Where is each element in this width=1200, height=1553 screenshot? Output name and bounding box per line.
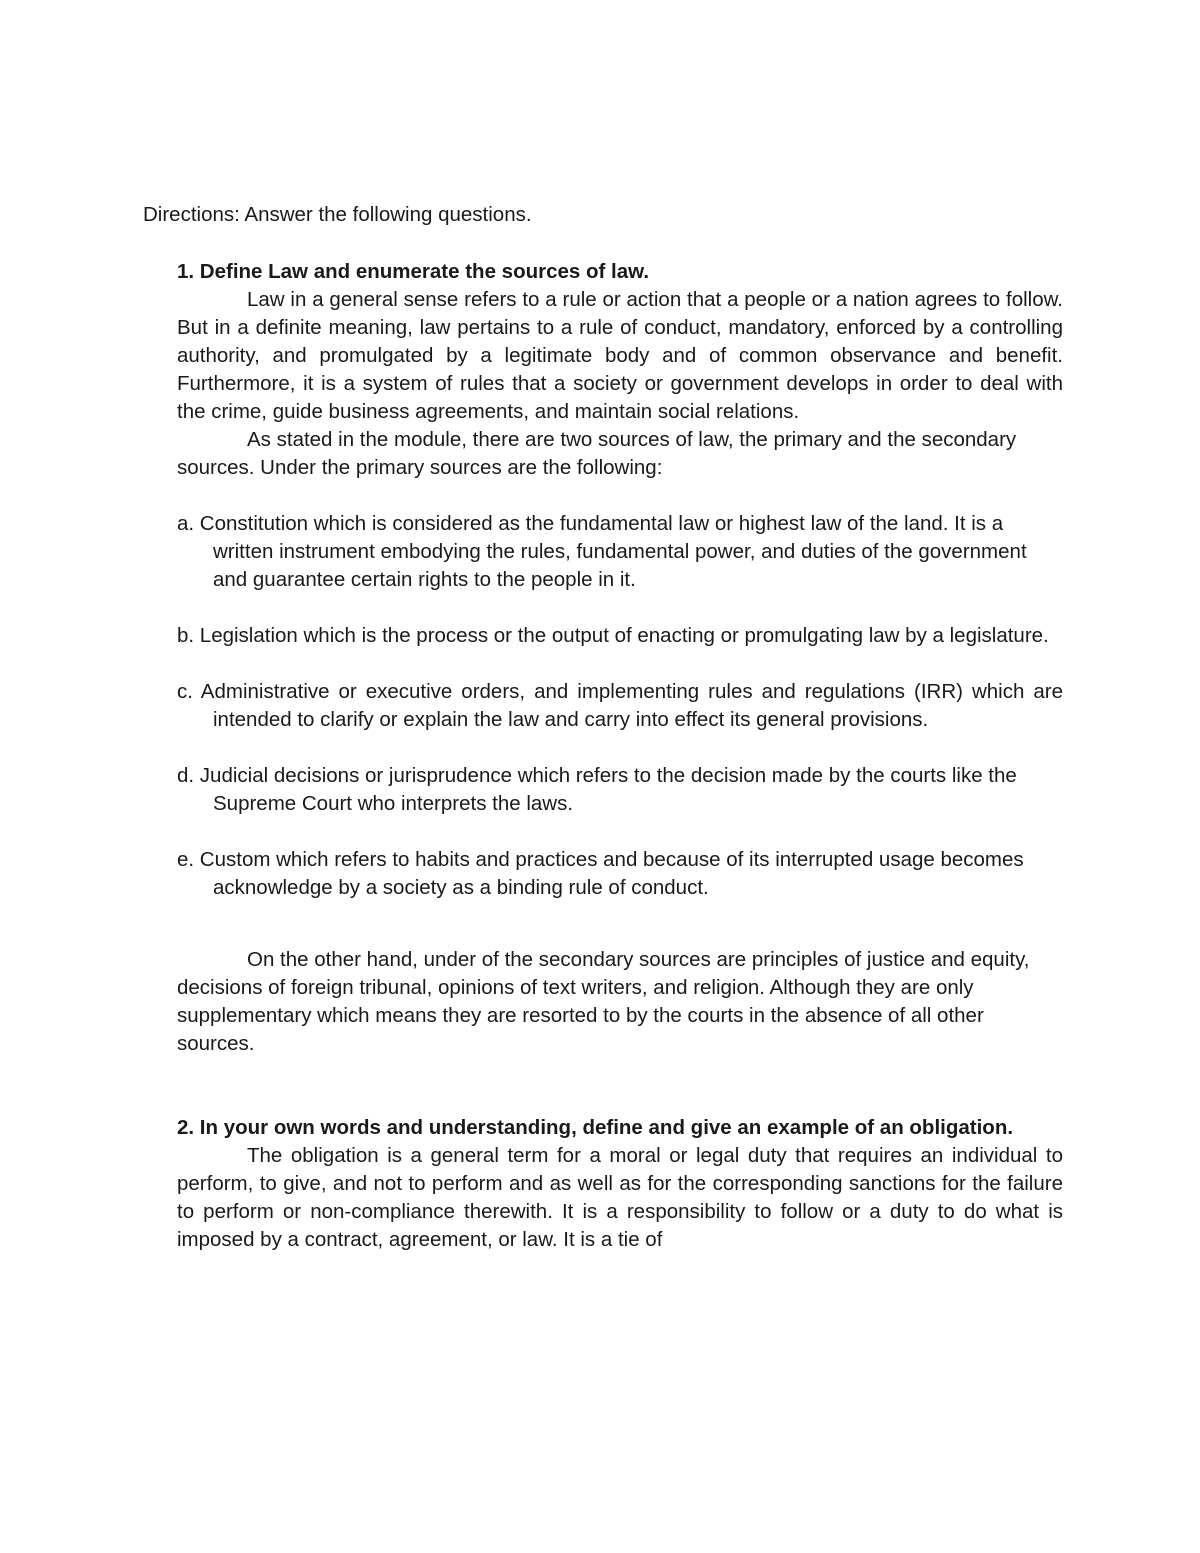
source-item-administrative-orders: c. Administrative or executive orders, and implementing rules and regulations (IRR) which are intended to clarify or explain the law and carry into effect its general provisions.	[177, 680, 1063, 731]
law-definition-paragraph: Law in a general sense refers to a rule or action that a people or a nation agrees to follow. But in a definite meaning, law pertains to a rule of conduct, mandatory, enforced by a controlling authority, and promulgated by a legitimate body and of common observance and benefit. Furthermore, it is a system of rules that a society or government develops in order to deal with the crime, guide business agreements, and maintain social relations.	[177, 288, 1063, 423]
sources-intro-paragraph: As stated in the module, there are two sources of law, the primary and the secondary sources. Under the primary sources are the following:	[177, 428, 1017, 479]
secondary-sources-paragraph: On the other hand, under of the secondary sources are principles of justice and equity, decisions of foreign tribunal, opinions of text writers, and religion. Although they are only supplementary which means they are resorted to by the courts in the absence of all other sources.	[177, 948, 1030, 1055]
directions-text: Directions: Answer the following questions.	[143, 203, 532, 226]
obligation-definition-paragraph: The obligation is a general term for a moral or legal duty that requires an individual to perform, to give, and not to perform and as well as for the corresponding sanctions for the failure to perform or non-compliance therewith. It is a responsibility to follow or a duty to do what is imposed by a contract, agreement, or law. It is a tie of	[177, 1144, 1063, 1251]
source-item-custom: e. Custom which refers to habits and practices and because of its interrupted usage becomes acknowledge by a society as a binding rule of conduct.	[177, 848, 1024, 899]
question-2-heading: 2. In your own words and understanding, define and give an example of an obligation.	[177, 1116, 1014, 1139]
document-content	[177, 258, 1063, 1254]
question-1-heading: 1. Define Law and enumerate the sources of law.	[177, 260, 650, 283]
source-item-legislation: b. Legislation which is the process or the output of enacting or promulgating law by a legislature.	[177, 624, 1049, 647]
source-item-constitution: a. Constitution which is considered as the fundamental law or highest law of the land. It is a written instrument embodying the rules, fundamental power, and duties of the government and guarantee certain rights to the people in it.	[177, 512, 1027, 591]
source-item-judicial-decisions: d. Judicial decisions or jurisprudence which refers to the decision made by the courts like the Supreme Court who interprets the laws.	[177, 764, 1017, 815]
